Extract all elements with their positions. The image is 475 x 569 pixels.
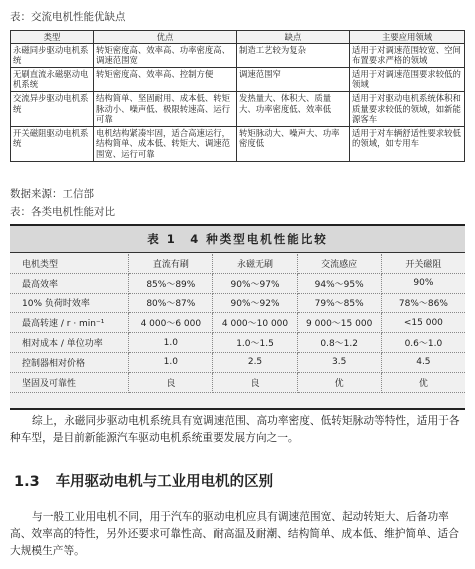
section-heading [14,470,273,491]
table2-caption: 表：各类电机性能对比 [10,206,115,218]
comparison-grid [10,254,465,393]
table-cell: 转矩密度高、效率高、控制方便 [94,67,237,91]
table-cell: 适用于对车辆舒适性要求较低的领域，如专用车 [350,126,465,161]
header-cell: 直流有刷 [129,254,213,273]
table-header-row [11,31,465,44]
table-cell: 适用于对调速范围要求较低的领域 [350,67,465,91]
table-cell: 0.6～1.0 [381,333,465,353]
header-cell: 优点 [94,31,237,44]
table-cell: 适用于对调速范围较宽、空间布置要求严格的领域 [350,43,465,67]
table-cell: 无刷直流永磁驱动电机系统 [11,67,94,91]
table-row [10,333,465,353]
table-row [11,126,465,161]
header-cell: 缺点 [237,31,350,44]
table-cell: 3.5 [297,352,381,372]
table-cell: 80%～87% [129,293,213,313]
table-row [10,273,465,293]
table-cell: 9 000～15 000 [297,313,381,333]
row-label: 相对成本 / 单位功率 [10,333,129,353]
table-cell: 1.0 [129,352,213,372]
table2-title: 表 1 4 种类型电机性能比较 [10,226,465,253]
table-cell: 90%～92% [213,293,297,313]
table-cell: 优 [297,372,381,392]
table-row [11,91,465,126]
table-cell: <15 000 [381,313,465,333]
table-row [11,67,465,91]
table-cell: 78%～86% [381,293,465,313]
table-cell: 调速范围窄 [237,67,350,91]
table-cell: 制造工艺较为复杂 [237,43,350,67]
table-row [10,372,465,392]
table-cell: 4.5 [381,352,465,372]
table-cell: 永磁同步驱动电机系统 [11,43,94,67]
table-row [11,43,465,67]
table-cell: 优 [381,372,465,392]
table-cell: 良 [129,372,213,392]
table-row [10,293,465,313]
summary-paragraph: 综上，永磁同步驱动电机系统具有宽调速范围、高功率密度、低转矩脉动等特性，适用于各种车型，是目前新能源汽车驱动电机系统重要发展方向之一。 [10,414,460,444]
table-cell: 良 [213,372,297,392]
header-cell: 电机类型 [10,254,129,273]
header-cell: 主要应用领域 [350,31,465,44]
ac-motor-pros-cons-table [10,30,465,162]
table-cell: 94%～95% [297,273,381,293]
header-cell: 交流感应 [297,254,381,273]
table-cell: 1.0 [129,333,213,353]
row-label: 最高转速 / r · min⁻¹ [10,313,129,333]
row-label: 控制器相对价格 [10,352,129,372]
section-title: 车用驱动电机与工业用电机的区别 [55,474,274,490]
section-number: 1.3 [14,474,40,490]
row-label: 坚固及可靠性 [10,372,129,392]
table-cell: 2.5 [213,352,297,372]
table-cell: 0.8～1.2 [297,333,381,353]
table-cell: 交流异步驱动电机系统 [11,91,94,126]
header-cell: 类型 [11,31,94,44]
header-cell: 永磁无刷 [213,254,297,273]
table-cell: 转矩脉动大、噪声大、功率密度低 [237,126,350,161]
row-label: 最高效率 [10,273,129,293]
table-cell: 85%～89% [129,273,213,293]
table-cell: 开关磁阻驱动电机系统 [11,126,94,161]
table-cell: 4 000～10 000 [213,313,297,333]
body-paragraph: 与一般工业用电机不同，用于汽车的驱动电机应具有调速范围宽、起动转矩大、后备功率高、效率高的特性，另外还要求可靠性高、耐高温及耐潮、结构简单、成本低、维护简单、适合大规模生产等。 [10,510,459,557]
data-source-note: 数据来源：工信部 [10,188,94,200]
table-cell: 1.0～1.5 [213,333,297,353]
table-cell: 结构简单、坚固耐用、成本低、转矩脉动小、噪声低、极限转速高、运行可靠 [94,91,237,126]
motor-comparison-table [10,224,465,410]
table-cell: 79%～85% [297,293,381,313]
table-cell: 发热量大、体积大、质量大、功率密度低、效率低 [237,91,350,126]
table-row [10,313,465,333]
table-cell: 90%～97% [213,273,297,293]
table-row [10,352,465,372]
table-cell: 适用于对驱动电机系统体积和质量要求较低的领域，如新能源客车 [350,91,465,126]
table-cell: 90% [381,273,465,293]
header-cell: 开关磁阻 [381,254,465,273]
table-cell: 电机结构紧凑牢固，适合高速运行，结构简单、成本低、转矩大、调速范围宽、运行可靠 [94,126,237,161]
table-header-row [10,254,465,273]
table-cell: 4 000～6 000 [129,313,213,333]
row-label: 10% 负荷时效率 [10,293,129,313]
table1-caption: 表：交流电机性能优缺点 [10,11,126,23]
table-cell: 转矩密度高、效率高、功率密度高、调速范围宽 [94,43,237,67]
